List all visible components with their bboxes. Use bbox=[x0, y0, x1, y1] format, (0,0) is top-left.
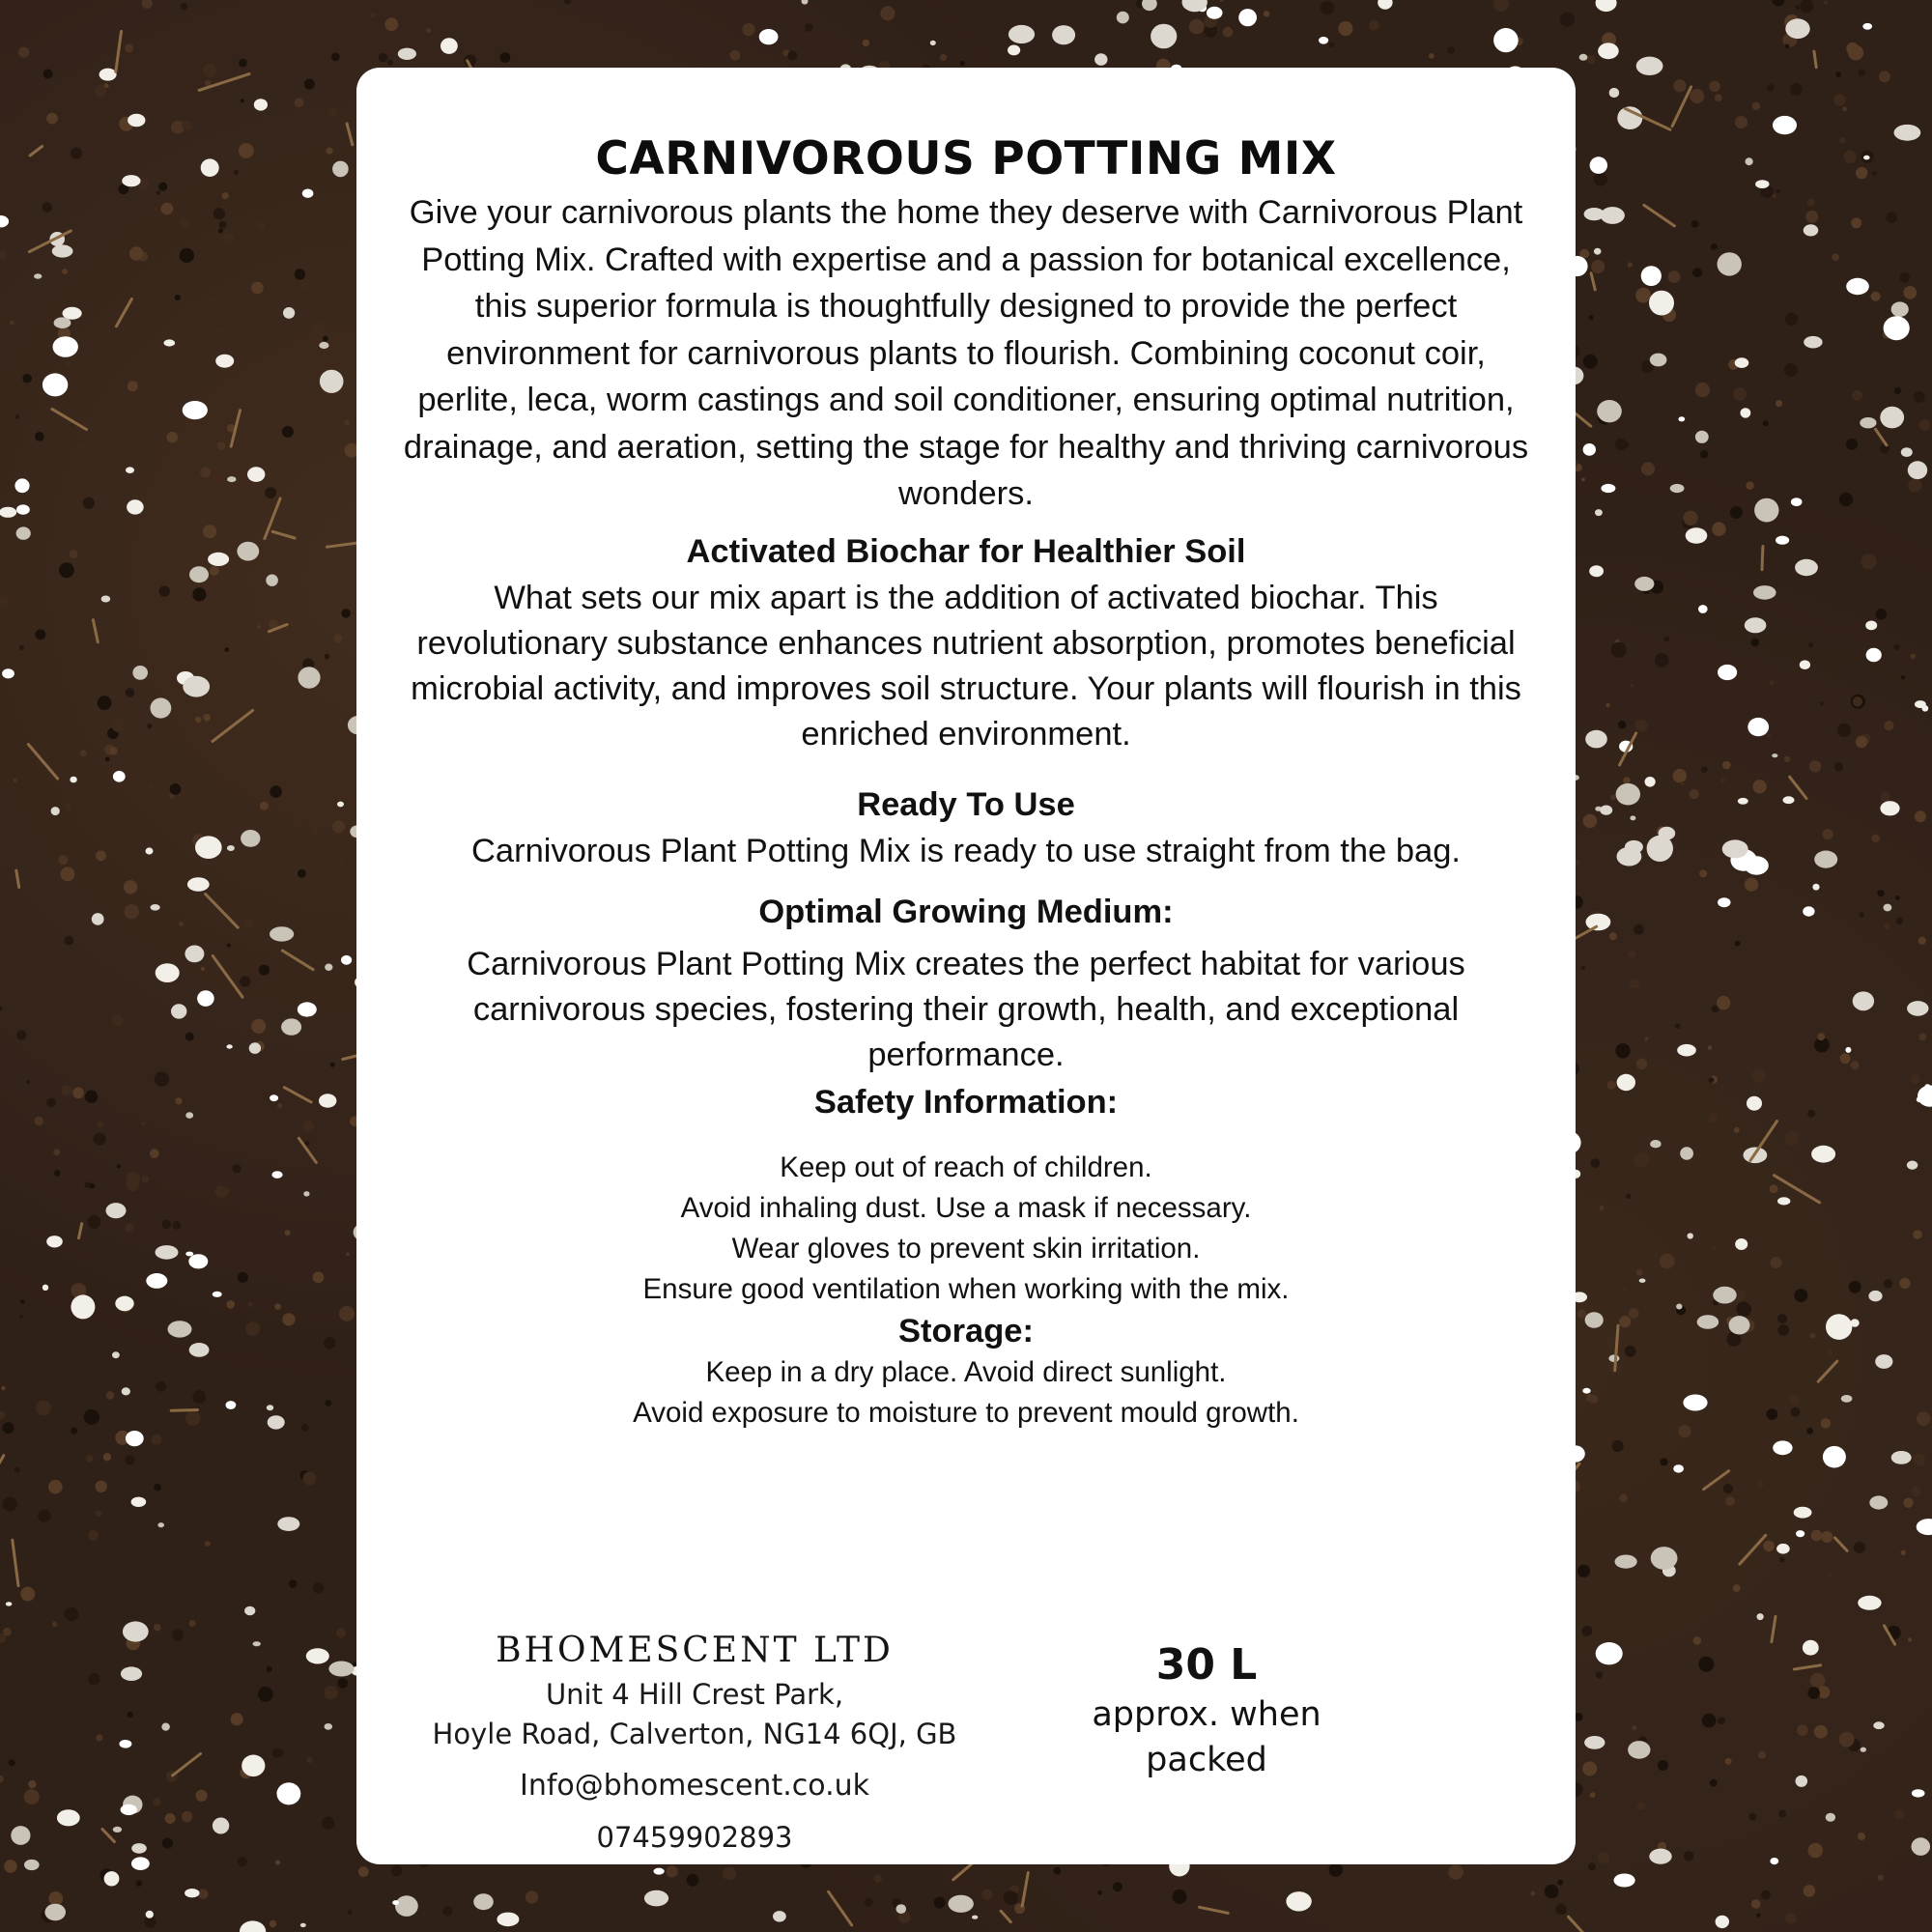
company-name: BHOMESCENT LTD bbox=[496, 1631, 894, 1670]
product-title: CARNIVOROUS POTTING MIX bbox=[595, 132, 1337, 185]
storage-heading: Storage: bbox=[898, 1312, 1034, 1350]
biochar-paragraph: What sets our mix apart is the addition of activated biochar. This revolutionary substance enhances nutrient absorption, promotes beneficial microbial activity, and improves soil structure. Your plants will flourish in this enriched environment. bbox=[411, 579, 1521, 753]
safety-list bbox=[403, 1148, 1529, 1310]
ready-heading: Ready To Use bbox=[857, 785, 1075, 823]
product-label-card bbox=[356, 68, 1576, 1864]
safety-line: Ensure good ventilation when working with the mix. bbox=[642, 1272, 1290, 1305]
volume-note: approx. when bbox=[1092, 1695, 1321, 1734]
company-email: Info@bhomescent.co.uk bbox=[519, 1769, 869, 1803]
safety-line: Wear gloves to prevent skin irritation. bbox=[731, 1232, 1201, 1264]
volume-block bbox=[1071, 1638, 1342, 1783]
volume-note: packed bbox=[1146, 1741, 1267, 1779]
intro-paragraph: Give your carnivorous plants the home they deserve with Carnivorous Plant Potting Mix. Crafted with expertise and a passion for botanical excellence, this superior formula is thoughtfully designed to provide the perfect environment for carnivorous plants to flourish. Combining coconut coir, perlite, leca, worm castings and soil conditioner, ensuring optimal nutrition, drainage, and aeration, setting the stage for healthy and thriving carnivorous wonders. bbox=[403, 194, 1529, 512]
medium-heading: Optimal Growing Medium: bbox=[758, 893, 1174, 930]
storage-line: Keep in a dry place. Avoid direct sunlight. bbox=[705, 1355, 1227, 1388]
company-block bbox=[405, 1627, 984, 1866]
safety-heading: Safety Information: bbox=[813, 1083, 1119, 1121]
company-address-line: Unit 4 Hill Crest Park, bbox=[545, 1678, 844, 1711]
safety-line: Avoid inhaling dust. Use a mask if necessary. bbox=[680, 1191, 1252, 1224]
storage-list bbox=[403, 1352, 1529, 1434]
safety-line: Keep out of reach of children. bbox=[780, 1151, 1152, 1183]
medium-paragraph: Carnivorous Plant Potting Mix creates the perfect habitat for various carnivorous species, fostering their growth, health, and exceptional performance. bbox=[467, 945, 1465, 1073]
ready-paragraph: Carnivorous Plant Potting Mix is ready to use straight from the bag. bbox=[471, 832, 1461, 869]
storage-line: Avoid exposure to moisture to prevent mould growth. bbox=[633, 1396, 1299, 1429]
company-address-line: Hoyle Road, Calverton, NG14 6QJ, GB bbox=[432, 1718, 957, 1750]
label-footer bbox=[356, 1555, 1576, 1854]
biochar-heading: Activated Biochar for Healthier Soil bbox=[686, 532, 1246, 570]
volume-value: 30 L bbox=[1155, 1640, 1258, 1690]
company-phone: 07459902893 bbox=[596, 1821, 793, 1854]
